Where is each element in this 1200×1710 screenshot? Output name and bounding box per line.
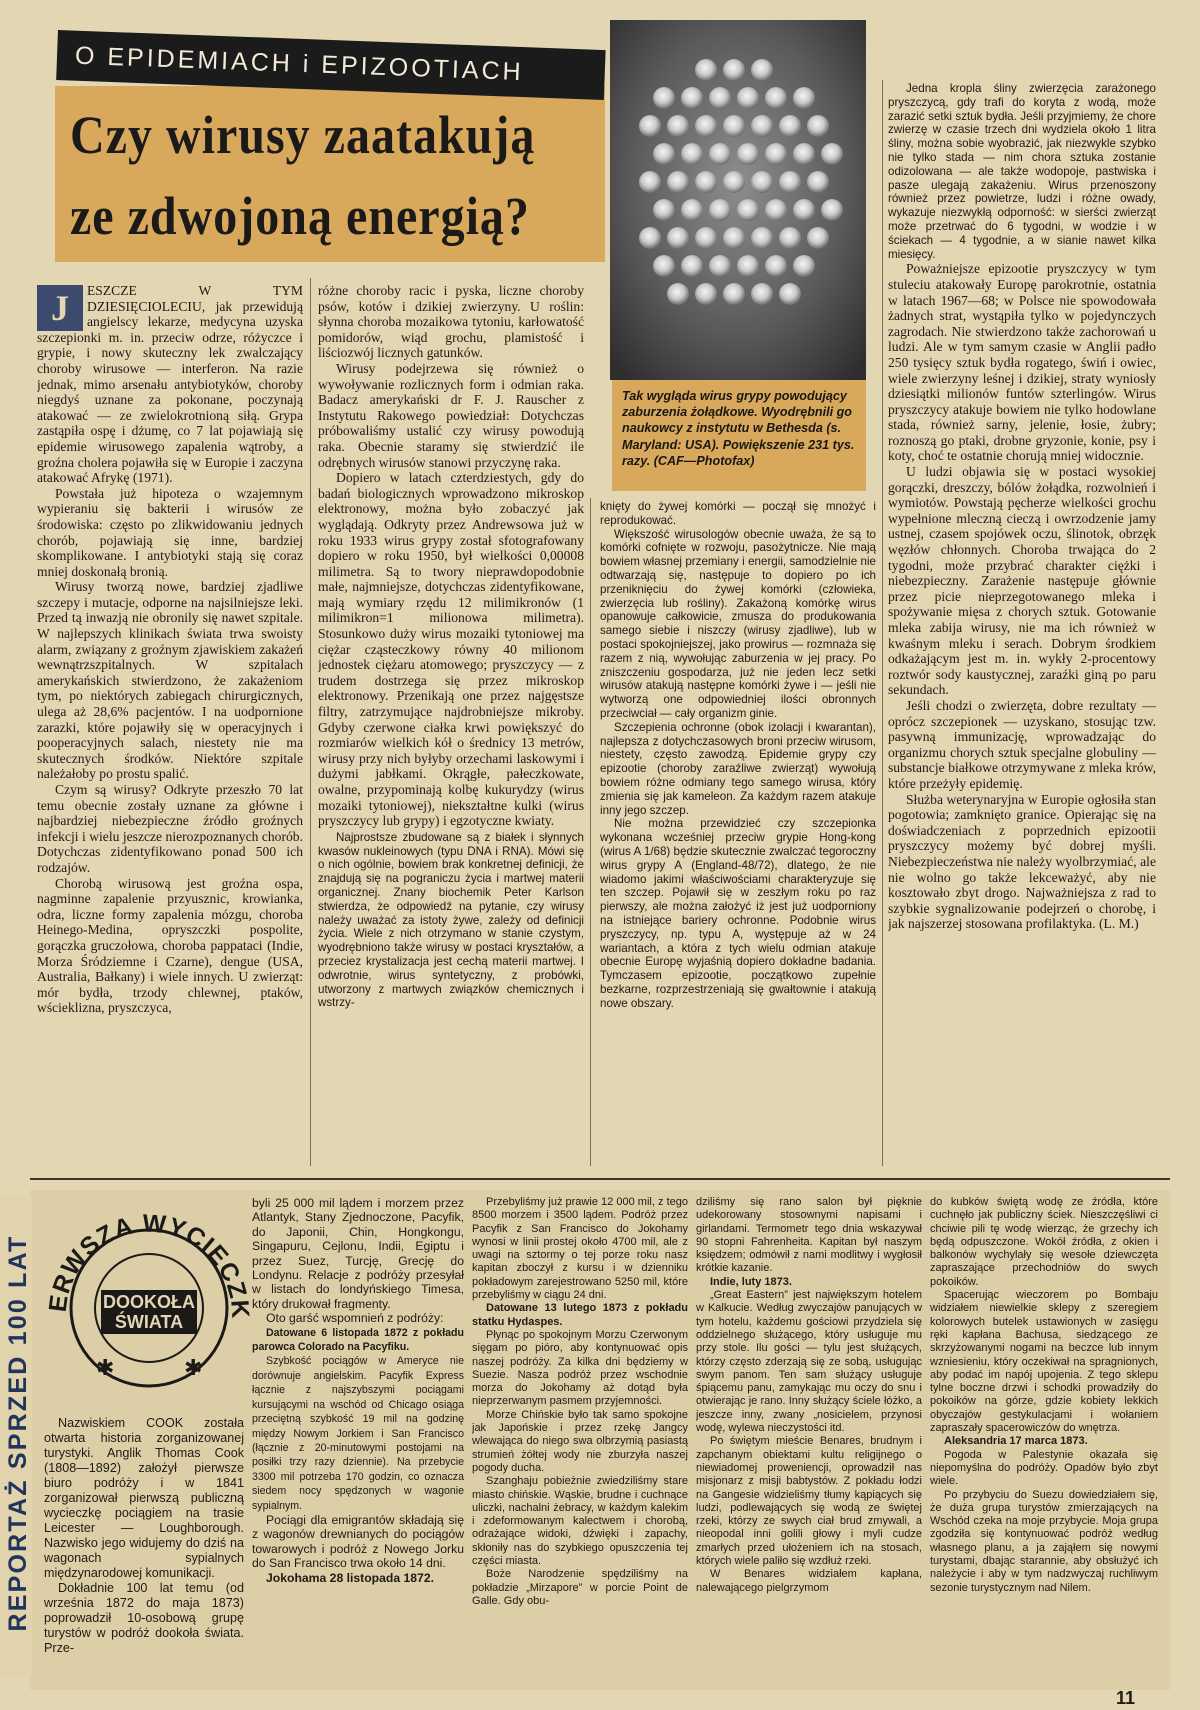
virion-particle bbox=[695, 115, 717, 137]
dateline: Indie, luty 1873. bbox=[710, 1275, 792, 1288]
virion-particle bbox=[807, 171, 829, 193]
paragraph: Przebyliśmy już prawie 12 000 mil, z tego 8500 morzem i 3500 lądem. Podróż przez Pacyfik z San Francisco do Jokohamy wynosi w linii prostej około 4700 mil, ale z uwagi na sztormy o tej porze roku nasz kapitan zboczył z kursu i w dzienniku pokładowym zarejestrowano 5250 mil, które przebyliśmy w ciągu 24 dni. bbox=[472, 1196, 688, 1302]
article-column-2 bbox=[318, 283, 584, 1175]
virion-particle bbox=[667, 171, 689, 193]
virion-particle bbox=[639, 227, 661, 249]
paragraph: Nie można przewidzieć czy szczepionka wykonana wcześniej przeciw grypie Hong-kong (wirus A 1/68) będzie skutecznie zwalczać tegoroczny wirus grypy A (England-48/72), dlatego, że nie wiadomo jakimi właściwościami charakteryzuje się ten szczep. Pojawił się w zeszłym roku po raz pierwszy, ale można założyć iż jest już uodporniony na istniejące bariery ochronne. Podobnie wirus pryszczycy, np. typu A, występuje aż w 24 wariantach, a która z tych wielu odmian atakuje obecnie Europę wyjaśnią dopiero dokładne badania. Tymczasem epizootie, początkowo zupełnie bezkarne, rozprzestrzeniają się gwałtownie i atakują nowe obszary. bbox=[600, 817, 876, 1010]
travel-column-3 bbox=[472, 1196, 688, 1684]
paragraph: Morze Chińskie było tak samo spokojne jak Japońskie i przez rzekę Jangcy wlewająca do niego swa olbrzymią pasiastą strumień żółtej wody nie zburzyła naszej pogody ducha. bbox=[472, 1408, 688, 1474]
drop-cap-space bbox=[37, 283, 87, 329]
virion-particle bbox=[737, 143, 759, 165]
drop-cap: J bbox=[37, 285, 83, 331]
paragraph: dziliśmy się rano salon był pięknie udekorowany stosownymi napisami i girlandami. Termometr tego dnia wskazywał 90 stopni Fahrenheita. Kapitan był naszym księdzem; odmówił z nami modlitwy i wygłosił krótkie kazanie. bbox=[696, 1196, 922, 1275]
article-column-4 bbox=[888, 82, 1156, 1176]
virion-particle bbox=[709, 199, 731, 221]
paragraph: Szanghaju pobieżnie zwiedziliśmy stare miasto chińskie. Wąskie, brudne i cuchnące uliczki, nachalni żebracy, w każdym kalekim i zdeformowanym kalectwem i chorobą, odrażające widoki, dźwięki i zapachy, skłoniły nas do szybkiego opuszczenia tej części miasta. bbox=[472, 1475, 688, 1568]
paragraph: Większość wirusologów obecnie uważa, że są to komórki cofnięte w rozwoju, pasożytnicze. Nie mają bowiem własnej przemiany i energii, samodzielnie nie odtwarzają się, następuje to dopiero po ich przeniknięciu do żywej komórki (człowieka, zwierzęcia lub rośliny). Zakażoną komórkę wirus opanowuje całkowicie, zmusza do produkowania samego siebie i niszczy (wirusy zjadliwe), lub w postaci spokojniejszej, jako prowirus — rozmnaża się razem z nią, wywołując zaburzenia w jej pracy. Po zniszczeniu gospodarza, już nie jeden lecz setki wirusów atakują następne komórki żywe i — jeśli nie wytworzą one odpowiedniej ilości obronnych przeciwciał — cały organizm ginie. bbox=[600, 527, 876, 720]
column-rule bbox=[310, 278, 311, 1166]
virus-photo bbox=[610, 20, 866, 380]
paragraph: Po przybyciu do Suezu dowiedziałem się, że duża grupa turystów zmierzających na Wschód czeka na moje przybycie. Moja grupa zgodziła się kontynuować podróż według własnego planu, a ja zająłem się nowymi turystami, dbając starannie, aby obsłużyć ich należycie i aby w tym nadzwyczaj ruchliwym sezonie turystycznym nad Nilem. bbox=[930, 1488, 1158, 1594]
dateline: Aleksandria 17 marca 1873. bbox=[944, 1435, 1088, 1448]
dateline: Jokohama 28 listopada 1872. bbox=[266, 1570, 434, 1585]
paragraph: byli 25 000 mil lądem i morzem przez Atlantyk, Stany Zjednoczone, Pacyfik, do Japonii, Chin, Hongkongu, Singapuru, Cejlonu, Indii, Egiptu i przez Suez, Turcję, Grecję do Londynu. Relacje z podróży przesyłał w listach do londyńskiego Timesa, który drukował fragmenty. bbox=[252, 1196, 464, 1311]
virion-particle bbox=[709, 143, 731, 165]
paragraph: Oto garść wspomnień z podróży: bbox=[266, 1311, 444, 1326]
virion-particle bbox=[765, 143, 787, 165]
virion-particle bbox=[765, 87, 787, 109]
section-divider bbox=[30, 1178, 1170, 1180]
virion-particle bbox=[807, 115, 829, 137]
paragraph: Dokładnie 100 lat temu (od września 1872 do maja 1873) poprowadził 10-osobową grupę turystów w podróż dookoła świata. Prze- bbox=[44, 1581, 244, 1655]
virion-particle bbox=[751, 59, 773, 81]
paragraph: Chorobą wirusową jest groźna ospa, nagminne zapalenie przyusznic, krowianka, odra, liczne formy zapalenia mózgu, choroba Heinego-Medina, opryszczki pospolite, gorączka gruczołowa, choroba pappataci (Indie, Morza Śródziemne i Czarne), dengue (USA, Australia, Bałkany) i wiele innych. U zwierząt: mór bydła, trzody chlewnej, ptaków, wścieklizna, pryszczyca, bbox=[37, 875, 303, 1016]
virion-particle bbox=[695, 171, 717, 193]
virion-particle bbox=[639, 171, 661, 193]
virion-particle bbox=[709, 255, 731, 277]
virion-particle bbox=[765, 199, 787, 221]
paragraph: Szybkość pociągów w Ameryce nie dorównuje angielskim. Pacyfik Express łącznie z najszybszymi pociągami kursującymi na wschód od Chicago osiąga przeciętną szybkość 19 mil na godzinę między Nowym Jorkiem i San Francisco (łącznie z 20-minutowymi postojami na posiłki trzy razy dziennie). Na przebycie 3300 mil potrzeba 170 godzin, co oznacza siedem nocy spędzonych w wagonie sypialnym. bbox=[252, 1355, 464, 1512]
paragraph: Wirusy podejrzewa się również o wywoływanie rozlicznych form i odmian raka. Badacz amerykański dr F. J. Rauscher z Instytutu Rakowego powiedział: Dotychczas próbowaliśmy ustalić czy wirusy powodują raka. Obecnie staramy się stwierdzić ile odrębnych wirusów stanowi przyczynę raka. bbox=[318, 360, 584, 470]
virion-particle bbox=[807, 227, 829, 249]
virion-particle bbox=[681, 199, 703, 221]
virion-particle bbox=[653, 199, 675, 221]
virion-particle bbox=[667, 115, 689, 137]
virion-particle bbox=[681, 87, 703, 109]
virion-particle bbox=[723, 115, 745, 137]
emblem-graphic bbox=[44, 1200, 254, 1410]
virion-particle bbox=[723, 171, 745, 193]
virion-particle bbox=[779, 115, 801, 137]
virion-particle bbox=[793, 199, 815, 221]
virion-particle bbox=[695, 283, 717, 305]
virion-particle bbox=[667, 227, 689, 249]
virion-particle bbox=[779, 227, 801, 249]
emblem-center-text-2: ŚWIATA bbox=[114, 1312, 184, 1332]
virion-particle bbox=[779, 171, 801, 193]
virion-particle bbox=[751, 115, 773, 137]
paragraph: Wirusy tworzą nowe, bardziej zjadliwe szczepy i mutacje, odporne na najsilniejsze leki. Przed tą inwazją nie obronily się nawet szpitale. W najlepszych klinikach świata trwa swoisty alarm, związany z groźnym zjawiskiem zakażeń wewnątrzszpitalnych. W szpitalach amerykańskich stwierdzono, że zakażeniom tym, po niektórych zabiegach chirurgicznych, ulega aż 28,6% pacjentów. I na uodpornione zarazki, które pojawiły się w operacyjnych i pooperacyjnych salach, niestety nie ma skutecznych środków. Niektóre szpitale należałoby po prostu spalić. bbox=[37, 579, 303, 782]
virion-particle bbox=[737, 199, 759, 221]
travel-column-2 bbox=[252, 1196, 464, 1684]
dateline: Datowane 6 listopada 1872 z pokładu parowca Colorado na Pacyfiku. bbox=[252, 1326, 464, 1354]
virion-particle bbox=[821, 199, 843, 221]
virus-micrograph-image bbox=[610, 20, 866, 380]
paragraph: ESZCZE W TYM DZIESIĘCIOLECIU, jak przewidują angielscy lekarze, medycyna uzyska szczepionki m. in. przeciw odrze, różyczce i grypie, i nowy skuteczny lek zwalczający choroby wirusowe — interferon. Na razie jednak, mimo arsenału antybiotyków, choroby niegdyś uznane za pokonane, poczynają atakować — ze zwielokrotnioną siłą. Grypa zastąpiła ospę i dżumę, co 7 lat pojawiają się epidemie wirusowego zapalenia wątroby, a groźna cholera pojawiła się w Europie i zaczyna atakować Afrykę (1971). bbox=[37, 283, 303, 486]
section-tag: O EPIDEMIACH i EPIZOOTIACH bbox=[56, 30, 605, 100]
travel-column-5 bbox=[930, 1196, 1158, 1684]
paragraph: Jedna kropla śliny zwierzęcia zarażonego pryszczycą, gdy trafi do koryta z wodą, może zarazić setki sztuk bydła. Jeśli przyjmiemy, że chore zwierzę w czasie trzech dni wydziela około 1 litra śliny, można sobie wyobrazić, jak niezwykle szybko nie tylko stada — nim chora sztuka zostanie odizolowana — ale także wodopoje, pastwiska i pasze ulegają zakażeniu. Wirus przenoszony również przez powietrze, ludzi i różne owady, wykazuje niezwykłą odporność: w sierści zwierząt może przetrwać do 6 tygodni, w wodzie i w ściekach — 4 tygodnie, a w sianie nawet kilka miesięcy. bbox=[888, 82, 1156, 261]
emblem-arc-text: ERWSZA WYCIECZK bbox=[44, 1209, 254, 1320]
paragraph: do kubków świętą wodę ze źródła, które cuchnęło jak publiczny ściek. Nieszczęśliwi ci chciwie pili tę wodę wierząc, że grzechy ich będą odpuszczone. Wokół źródła, z okien i balkonów wychylały się wesołe dziewczęta zapraszające przechodniów do swych pokoików. bbox=[930, 1196, 1158, 1288]
photo-caption: Tak wygląda wirus grypy powodujący zaburzenia żołądkowe. Wyodrębnili go naukowcy z instytutu w Bethesda (s. Maryland: USA). Powiększenie 231 tys. razy. (CAF—Photofax) bbox=[612, 380, 866, 491]
virion-particle bbox=[681, 143, 703, 165]
vertical-section-title: REPORTAŻ SPRZED 100 LAT bbox=[4, 1234, 32, 1632]
virion-particle bbox=[681, 255, 703, 277]
virion-particle bbox=[765, 255, 787, 277]
headline bbox=[70, 96, 600, 257]
headline-line-2: ze zdwojoną energią? bbox=[70, 186, 530, 247]
emblem-center-text-1: DOOKOŁA bbox=[103, 1292, 195, 1312]
paragraph: Pociągi dla emigrantów składają się z wagonów drewnianych do pociągów towarowych i podróż z Nowego Jorku do San Francisco trwa około 14 dni. bbox=[252, 1512, 464, 1571]
paragraph: różne choroby racic i pyska, liczne choroby psów, kotów i dzikiej zwierzyny. U roślin: słynna choroba mozaikowa tytoniu, karłowatość pomidorów, wiąd grochu, plamistość i liściozwój licznych gatunków. bbox=[318, 283, 584, 361]
paragraph: U ludzi objawia się w postaci wysokiej gorączki, dreszczy, bólów żołądka, rozwolnień i wymiotów. Powstają pęcherze wielkości grochu wypełnione mleczną cieczą i owrzodzenie jamy ustnej, czasem spojówek oczu, ślinotok, obrzęk węzłów chłonnych. Choroba trwająca do 2 tygodni, może przybrać charakter ciężki i niebezpieczny. Zarażenie następuje głównie przez picie nieprzegotowanego mleka i spożywanie mięsa z chorych sztuk. Gotowanie mleka zabija wirusy, nie ma ich również w kwaśnym mleku i serach. Dobrym środkiem odkażającym jest m. in. wykły 2-procentowy roztwór sody kaustycznej, zaraźki giną po paru sekundach. bbox=[888, 464, 1156, 698]
travel-intro bbox=[44, 1416, 244, 1684]
virion-particle bbox=[821, 143, 843, 165]
paragraph: Najprostsze zbudowane są z białek i słynnych kwasów nukleinowych (typu DNA i RNA). Mówi się o nich ogólnie, bowiem brak konkretnej definicji, że znajdują się na pograniczu życia i martwej materii organicznej. Znany biochemik Peter Karlson stwierdza, że odpowiedź na pytanie, czy wirusy należy uważać za istoty żywe, zależy od definicji życia. Wiele z nich otrzymano w stanie czystym, wyodrębniono także wirusy w postaci kryształów, a przeciez krystalizacja jest cechą materii martwej. I odwrotnie, wirus syntetyczny, z probówki, utworzony z martwych związków chemicznych i wstrzy- bbox=[318, 830, 584, 1010]
virion-particle bbox=[737, 255, 759, 277]
article-column-1 bbox=[37, 283, 303, 1175]
paragraph: Boże Narodzenie spędziliśmy na pokładzie „Mirzapore” w porcie Point de Galle. Gdy obu- bbox=[472, 1568, 688, 1607]
paragraph: Poważniejsze epizootie pryszczycy w tym stuleciu atakowały Europę parokrotnie, ostatnia w latach 1967—68; w Polsce nie spowodowała żadnych strat, wystąpiła tylko w pojedynczych zagrodach. Nie stwierdzono także zachorowań u ludzi. Ale w tym samym czasie w Anglii padło 250 tysięcy sztuk bydła rogatego, świń i owiec, wiele zwierzyny leśnej i dzikiej, straty wyniosły dziesiątki milionów funtów szterlingów. Wirus pryszczycy atakuje bowiem nie tylko hodowlane stada, również sarny, jelenie, łosie, żubry; roznoszą go ptaki, drobne gryzonie, konie, psy i koty, choć te ostatnie chorują mniej widocznie. bbox=[888, 261, 1156, 464]
virion-particle bbox=[653, 255, 675, 277]
page-number: 11 bbox=[1116, 1688, 1136, 1708]
virion-particle bbox=[653, 143, 675, 165]
article-column-3 bbox=[600, 500, 876, 1175]
paragraph: Służba weterynaryjna w Europie ogłosiła stan pogotowia; zamknięto granice. Opierając się na doświadczeniach z poprzednich epizootii pryszczycy możemy być dobrej myśli. Niebezpieczeństwa nie należy wyolbrzymiać, ale nie wolno go także lekceważyć, aby nie kosztowało zbyt drogo. Najważniejsza z rad to szybkie sygnalizowanie podejrzeń o chorobę, i jak najszerzej stosowana profilaktyka. (L. M.) bbox=[888, 791, 1156, 932]
paragraph: Szczepienia ochronne (obok izolacji i kwarantan), najlepsza z dotychczasowych broni przeciw wirusom, niestety, często zawodzą. Epidemie grypy czy epizootie (choroby zaraźliwe zwierząt) wywołują bowiem różne odmiany tego samego wirusa, który zmienia się jak kameleon. Za każdym razem atakuje inny jego szczep. bbox=[600, 720, 876, 817]
paragraph: Nazwiskiem COOK została otwarta historia zorganizowanej turystyki. Anglik Thomas Cook (1808—1892) założył pierwsze biuro podróży i w 1841 zorganizował pierwszą publiczną wycieczkę pociągiem na trasie Leicester — Loughborough. Nazwisko jego widujemy do dziś na wagonach sypialnych międzynarodowej komunikacji. bbox=[44, 1416, 244, 1580]
virion-particle bbox=[695, 227, 717, 249]
travel-column-4 bbox=[696, 1196, 922, 1684]
paragraph: Dopiero w latach czterdziestych, gdy do badań biologicznych wprowadzono mikroskop elektronowy, można było zobaczyć jak wyglądają. Odkryty przez Andrewsowa już w roku 1933 wirus grypy został sfotografowany dopiero w roku 1950, był wielkości 0,00008 milimetra. Są to twory nieprawdopodobnie małe, najmniejsze, dotychczas zidentyfikowane, mają wymiary rzędu 12 milimikronów (1 milimikron=1 milionowa milimetra). Stosunkowo duży wirus mozaiki tytoniowej ma ciężar cząsteczkowy równy 40 milionom jednostek ciężaru atomowego; pryszczycy — z trudem dostrzega się przez mikroskop elektronowy. Przenikają one przez najgęstsze filtry, zatrzymujące najdrobniejsze mikroby. Gdyby czerwone ciałka krwi powiększyć do rozmiarów wielkich kół o średnicy 13 metrów, wirusy przy nich byłyby orzechami laskowymi i dużymi jabłkami. Okrągłe, pałeczkowate, owalne, przypominają kolbę kukurydzy (wirus mozaiki tytoniowej), niekształtne kulki (wirus pryszczycy lub grypy) i egzotyczne kwiaty. bbox=[318, 470, 584, 829]
paragraph: Pogoda w Palestynie okazała się niepomyślna do podróży. Opadów było zbyt wiele. bbox=[930, 1448, 1158, 1488]
virion-particle bbox=[793, 255, 815, 277]
paragraph: knięty do żywej komórki — począł się mnożyć i reprodukować. bbox=[600, 500, 876, 527]
star-icon: ✱ bbox=[184, 1355, 203, 1380]
paragraph: „Great Eastern” jest największym hotelem w Kalkucie. Według zwyczajów panujących w tym hotelu, każdemu gościowi przydziela się oddzielnego służącego, który usługuje mu przy stole. Ilu gości — tylu jest służących, którzy często zderzają się ze sobą, usługując swym panom. Ten sam służący usługuje śpiącemu panu, zamykając mu oczy do snu i otwierając je rano. Inny służący ściele łóżko, a jeszcze inny, zwany „nosicielem, przynosi wodę, wylewa nieczystości itd. bbox=[696, 1289, 922, 1435]
paragraph: Płynąc po spokojnym Morzu Czerwonym sięgam po pióro, aby kontynuować opis naszej podróży. Za kilka dni będziemy w Suezie. Nasza podróż przez wschodnie morza do Jokohamy aż dotąd była nieprzerwanym pasmem przyjemności. bbox=[472, 1328, 688, 1408]
headline-line-1: Czy wirusy zaatakują bbox=[70, 106, 536, 166]
paragraph: Jeśli chodzi o zwierzęta, dobre rezultaty — oprócz szczepionek — uzyskano, stosując tzw. pasywną immunizację, wprowadzając do organizmu chorych sztuk specjalne globuliny — substancje białkowe otrzymywane z mleka krów, które przeżyły epidemię. bbox=[888, 697, 1156, 791]
column-rule bbox=[590, 498, 591, 1166]
virion-particle bbox=[793, 143, 815, 165]
virion-particle bbox=[653, 87, 675, 109]
virion-particle bbox=[723, 59, 745, 81]
paragraph: Po świętym mieście Benares, brudnym i zapchanym obiektami kultu religijnego o niewiadomej proweniencji, oprowadził nas misjonarz z misji babtystów. Z pokładu łodzi na Gangesie widzieliśmy tłumy kąpiących się ludzi, podlewających się wodą ze świętej rzeki, którzy ze swych ciał brud zmywali, a nieopodal inni golili głowy i myli cudze zmarłych przed ułożeniem ich na stosach, których wiele paliło się wzdłuż rzeki. bbox=[696, 1435, 922, 1568]
star-icon: ✱ bbox=[96, 1355, 115, 1380]
paragraph: Spacerując wieczorem po Bombaju widziałem niewielkie sklepy z szeregiem kolorowych butelek ustawionych w zasięgu ręki kapłana Bachusa, siedzącego ze skrzyżowanymi nogami na beczce lub innym wzniesieniu, który oczekiwał na spragnionych, aby podać im napój upojenia. Z tego sklepu tylne boczne drzwi i schodki prowadziły do pokoików na górze, gdzie kobiety lekkich obyczajów gestykulacjami i wołaniem zapraszały spacerowiczów do wnętrza. bbox=[930, 1289, 1158, 1435]
tour-emblem bbox=[44, 1200, 254, 1410]
virion-particle bbox=[737, 87, 759, 109]
paragraph: W Benares widziałem kapłana, nalewającego pielgrzymom bbox=[696, 1568, 922, 1594]
virion-particle bbox=[779, 283, 801, 305]
virion-particle bbox=[751, 227, 773, 249]
virion-particle bbox=[723, 283, 745, 305]
virion-particle bbox=[793, 87, 815, 109]
virion-particle bbox=[723, 227, 745, 249]
virion-particle bbox=[695, 59, 717, 81]
virion-particle bbox=[751, 171, 773, 193]
dateline: Datowane 13 lutego 1873 z pokładu statku Hydaspes. bbox=[472, 1302, 688, 1328]
virion-particle bbox=[639, 115, 661, 137]
virion-particle bbox=[709, 87, 731, 109]
column-rule bbox=[882, 80, 883, 1166]
virion-particle bbox=[751, 283, 773, 305]
paragraph: Powstała już hipoteza o wzajemnym wypieraniu się bakterii i wirusów ze środowiska: często po zlikwidowaniu jednych chorób, pojawiają się inne, bardziej skomplikowane. I antybiotyki stają się coraz mniej doskonałą bronią. bbox=[37, 485, 303, 579]
virion-particle bbox=[667, 283, 689, 305]
paragraph: Czym są wirusy? Odkryte przeszło 70 lat temu obecnie zostały uznane za główne i najbardziej niebezpieczne źródło groźnych infekcji i wielu jeszcze nierozpoznanych chorób. Dotychczas zidentyfikowano ponad 500 ich rodzajów. bbox=[37, 782, 303, 875]
